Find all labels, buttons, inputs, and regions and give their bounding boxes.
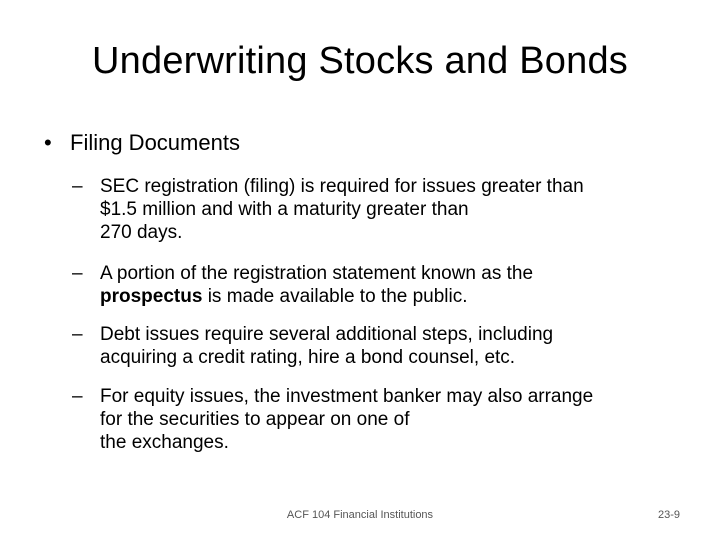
sub-bullet-line-rest: is made available to the public. [202, 286, 468, 307]
sub-bullet-line: acquiring a credit rating, hire a bond counsel, etc. [100, 347, 516, 368]
sub-bullet-debt-issues [72, 323, 692, 369]
sub-bullet-prospectus [72, 262, 692, 308]
sub-bullet-marker: – [72, 176, 83, 197]
bullet-marker: • [44, 130, 52, 155]
prospectus-term: prospectus [100, 286, 203, 307]
sub-bullet-equity-issues [72, 385, 692, 454]
bullet-filing-documents [44, 130, 240, 156]
sub-bullet-marker: – [72, 324, 83, 345]
sub-bullet-line: $1.5 million and with a maturity greater than [100, 199, 469, 220]
sub-bullet-line: 270 days. [100, 222, 183, 243]
sub-bullet-line: Debt issues require several additional steps, including [100, 324, 554, 345]
sub-bullet-line [100, 285, 692, 308]
sub-bullet-line: the exchanges. [100, 432, 229, 453]
sub-bullet-line: For equity issues, the investment banker may also arrange [100, 386, 594, 407]
sub-bullet-sec-registration [72, 175, 692, 244]
sub-bullet-line: for the securities to appear on one of [100, 409, 410, 430]
sub-bullet-marker: – [72, 386, 83, 407]
footer-course-name: ACF 104 Financial Institutions [286, 509, 434, 521]
bullet-text: Filing Documents [70, 130, 240, 155]
slide-title: Underwriting Stocks and Bonds [92, 40, 628, 82]
sub-bullet-marker: – [72, 263, 83, 284]
sub-bullet-line: SEC registration (filing) is required for issues greater than [100, 176, 584, 197]
sub-bullet-line: A portion of the registration statement known as the [100, 263, 534, 284]
footer-page-number: 23-9 [657, 509, 680, 521]
